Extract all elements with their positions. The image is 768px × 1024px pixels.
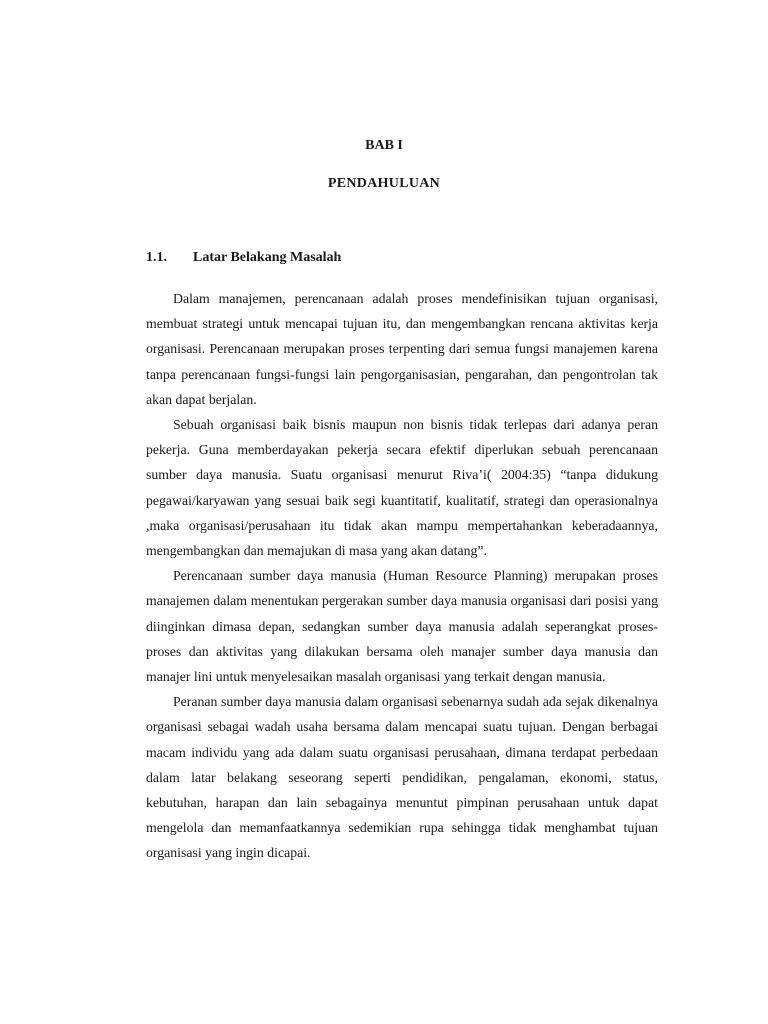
section-heading	[146, 250, 341, 266]
paragraph: Dalam manajemen, perencanaan adalah proses mendefinisikan tujuan organisasi, membuat strategi untuk mencapai tujuan itu, dan mengembangkan rencana aktivitas kerja organisasi. Perencanaan merupakan proses terpenting dari semua fungsi manajemen karena tanpa perencanaan fungsi-fungsi lain pengorganisasian, pengarahan, dan pengontrolan tak akan dapat berjalan.	[146, 291, 658, 407]
paragraph: Perencanaan sumber daya manusia (Human Resource Planning) merupakan proses manajemen dalam menentukan pergerakan sumber daya manusia organisasi dari posisi yang diinginkan dimasa depan, sedangkan sumber daya manusia adalah seperangkat proses-proses dan aktivitas yang dilakukan bersama oleh manajer sumber daya manusia dan manajer lini untuk menyelesaikan masalah organisasi yang terkait dengan manusia.	[146, 568, 658, 685]
body-text	[146, 286, 658, 866]
section-number: 1.1.	[146, 250, 167, 265]
section-title: Latar Belakang Masalah	[193, 250, 342, 265]
chapter-number: BAB I	[365, 138, 403, 153]
chapter-title: PENDAHULUAN	[327, 176, 441, 191]
paragraph: Sebuah organisasi baik bisnis maupun non bisnis tidak terlepas dari adanya peran pekerja. Guna memberdayakan pekerja secara efektif diperlukan sebuah perencanaan sumber daya manusia. Suatu organisasi menurut Riva’i( 2004:35) “tanpa didukung pegawai/karyawan yang sesuai baik segi kuantitatif, kualitatif, strategi dan operasionalnya ,maka organisasi/perusahaan itu tidak akan mampu mempertahankan keberadaannya, mengembangkan dan memajukan di masa yang akan datang”.	[146, 417, 658, 559]
paragraph: Peranan sumber daya manusia dalam organisasi sebenarnya sudah ada sejak dikenalnya organisasi sebagai wadah usaha bersama dalam mencapai suatu tujuan. Dengan berbagai macam individu yang ada dalam suatu organisasi perusahaan, dimana terdapat perbedaan dalam latar belakang seseorang seperti pendidikan, pengalaman, ekonomi, status, kebutuhan, harapan dan lain sebagainya menuntut pimpinan perusahaan untuk dapat mengelola dan memanfaatkannya sedemikian rupa sehingga tidak menghambat tujuan organisasi yang ingin dicapai.	[146, 694, 658, 861]
